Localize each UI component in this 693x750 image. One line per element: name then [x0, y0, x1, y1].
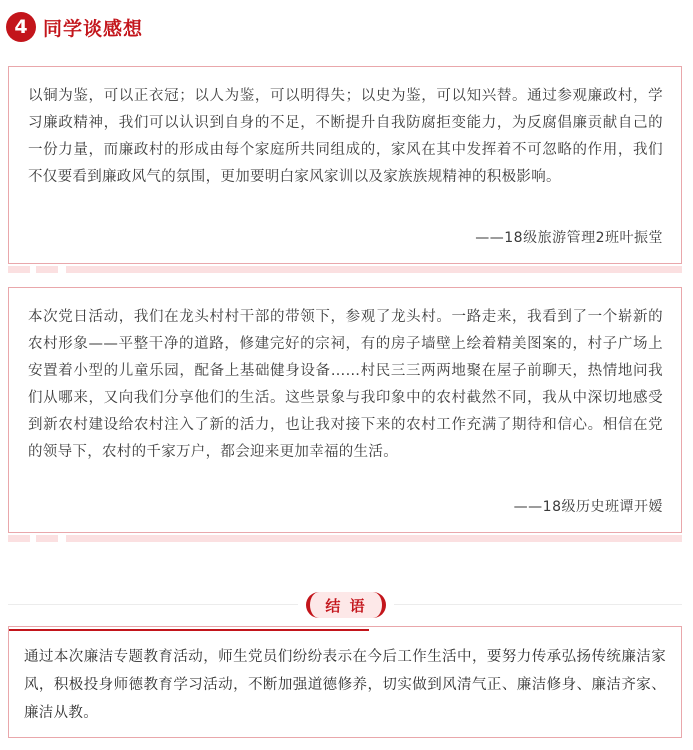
conclusion-text: 通过本次廉洁专题教育活动，师生党员们纷纷表示在今后工作生活中，要努力传承弘扬传统廉洁家风，积极投身师德教育学习活动，不断加强道德修养，切实做到风清气正、廉洁修身、廉洁齐家、廉洁从教。 — [24, 649, 666, 721]
comment-text: 以铜为鉴，可以正衣冠；以人为鉴，可以明得失；以史为鉴，可以知兴替。通过参观廉政村，学习廉政精神，我们可以认识到自身的不足，不断提升自我防腐拒变能力，为反腐倡廉贡献自己的一份力量，而廉政村的形成由每个家庭所共同组成的，家风在其中发挥着不可忽略的作用，我们不仅要看到廉政风气的氛围，更加要明白家风家训以及家族族规精神的积极影响。 — [28, 88, 663, 185]
conclusion-card — [8, 626, 682, 738]
decor-stripe — [8, 266, 682, 273]
divider-left — [8, 604, 298, 605]
conclusion-title-pill — [306, 592, 386, 618]
section-header — [6, 10, 143, 44]
decor-stripe — [8, 535, 682, 542]
comment-signature: ——18级旅游管理2班叶振堂 — [475, 230, 663, 246]
comment-card-1 — [8, 66, 682, 264]
section-title: 同学谈感想 — [43, 17, 144, 40]
comment-text: 本次党日活动，我们在龙头村村干部的带领下，参观了龙头村。一路走来，我看到了一个崭新的农村形象——平整干净的道路，修建完好的宗祠，有的房子墙壁上绘着精美图案的，村子广场上安置着小型的儿童乐园，配备上基础健身设备……村民三三两两地聚在屋子前聊天，热情地问我们从哪来，又向我们分享他们的生活。这些景象与我印象中的农村截然不同，我从中深切地感受到新农村建设给农村注入了新的活力，也让我对接下来的农村工作充满了期待和信心。相信在党的领导下，农村的千家万户，都会迎来更加幸福的生活。 — [28, 309, 663, 460]
conclusion-accent-line — [9, 629, 369, 631]
conclusion-title: 结 语 — [325, 596, 367, 615]
comment-signature: ——18级历史班谭开嫒 — [513, 499, 663, 515]
comment-card-2 — [8, 287, 682, 533]
divider-right — [394, 604, 682, 605]
section-number-badge: 4 — [6, 12, 36, 42]
conclusion-header — [0, 590, 693, 620]
